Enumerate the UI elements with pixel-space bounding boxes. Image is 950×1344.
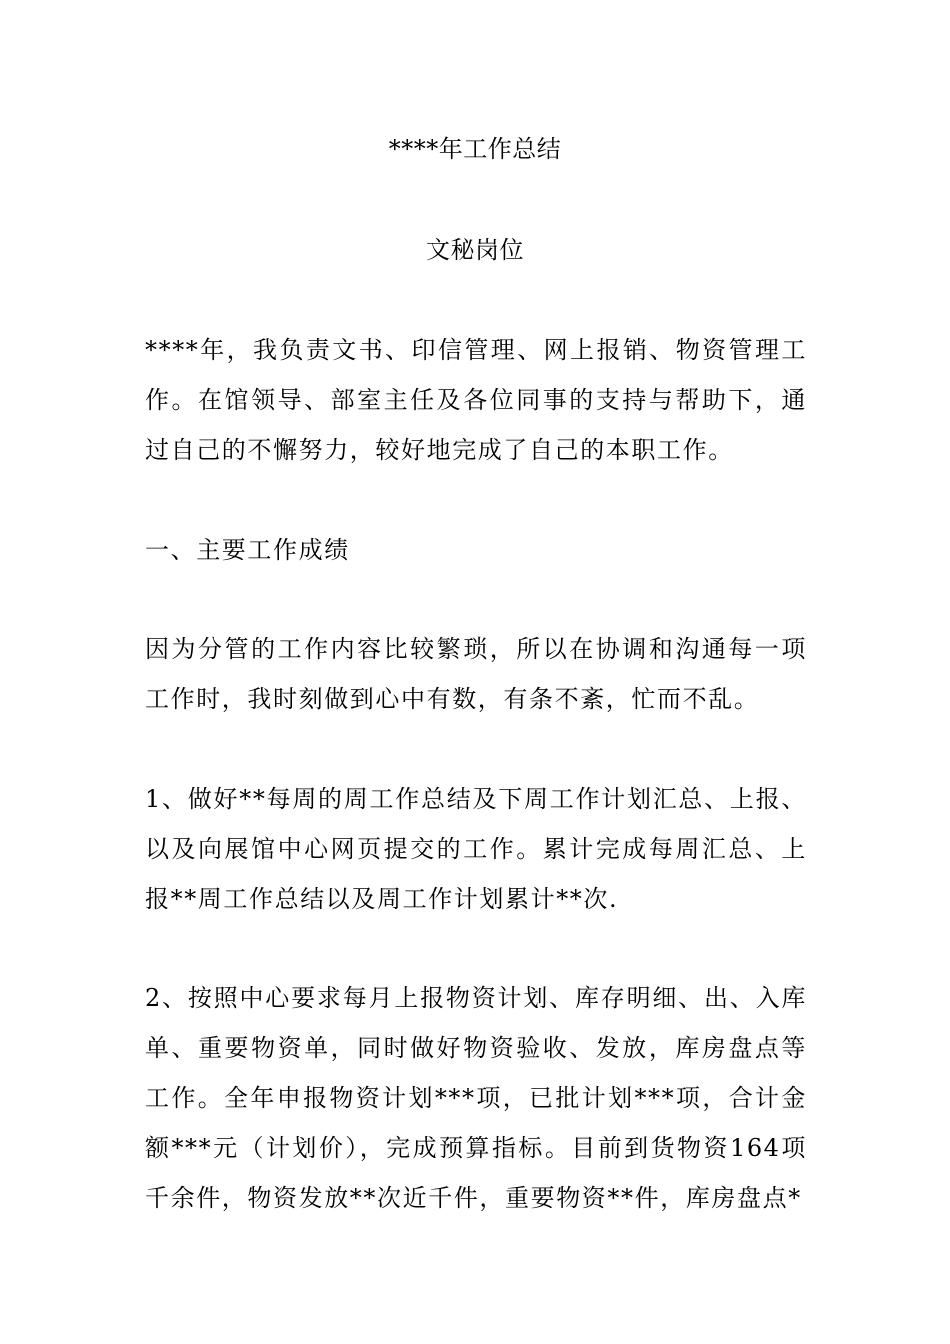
document-subtitle: 文秘岗位 (426, 236, 524, 264)
section-intro-paragraph: 因为分管的工作内容比较繁琐，所以在协调和沟通每一项工作时，我时刻做到心中有数，有条不紊，忙而不乱。 (145, 635, 807, 713)
section-heading: 一、主要工作成绩 (145, 536, 350, 564)
intro-paragraph: ****年，我负责文书、印信管理、网上报销、物资管理工作。在馆领导、部室主任及各位同事的支持与帮助下，通过自己的不懈努力，较好地完成了自己的本职工作。 (145, 336, 807, 464)
list-item-1: 1、做好**每周的周工作总结及下周工作计划汇总、上报、以及向展馆中心网页提交的工作。累计完成每周汇总、上报**周工作总结以及周工作计划累计**次. (145, 785, 807, 913)
document-title: ****年工作总结 (388, 135, 562, 163)
list-item-2: 2、按照中心要求每月上报物资计划、库存明细、出、入库单、重要物资单，同时做好物资验收、发放，库房盘点等工作。全年申报物资计划***项，已批计划***项，合计金额***元（计划价），完成预算指标。目前到货物资164项千余件，物资发放**次近千件，重要物资**件，库房盘点* (145, 984, 807, 1212)
